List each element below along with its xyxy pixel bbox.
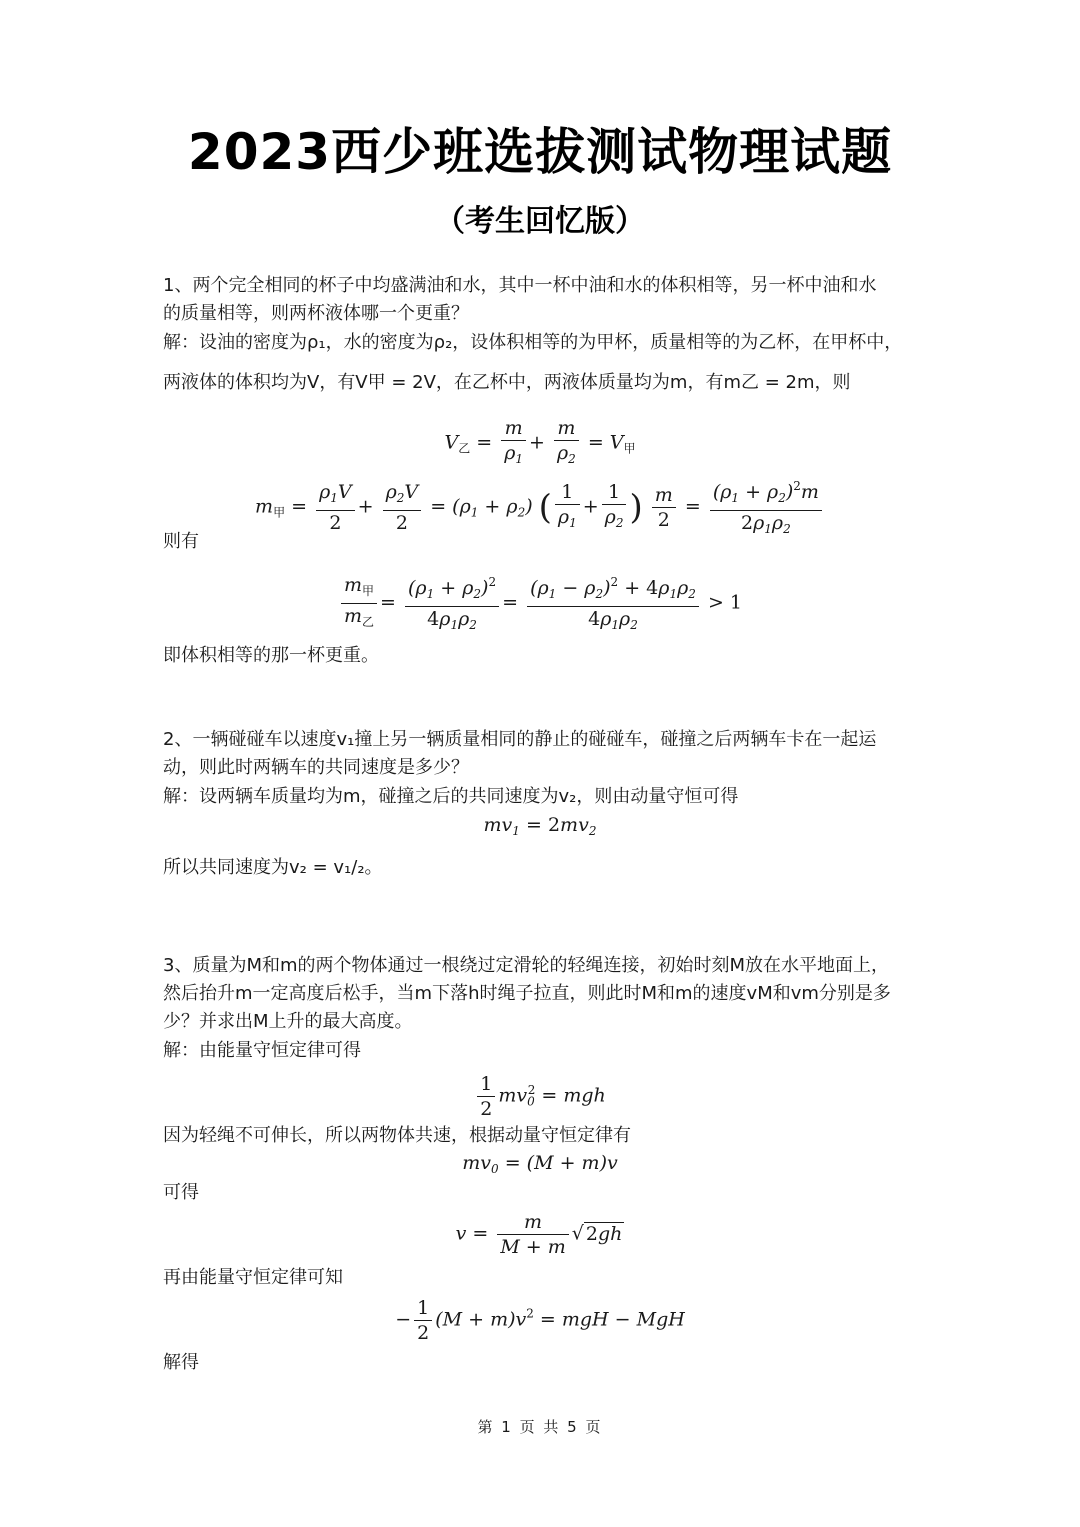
q3-solution-line-4: 再由能量守恒定律可知 bbox=[163, 1267, 343, 1288]
q3-solution-line-3: 可得 bbox=[163, 1182, 199, 1203]
q3-question-line-3: 少？并求出M上升的最大高度。 bbox=[163, 1011, 413, 1032]
q2-conclusion: 所以共同速度为v₂ = v₁/₂。 bbox=[163, 857, 383, 878]
q1-conclusion: 即体积相等的那一杯更重。 bbox=[163, 645, 379, 666]
q1-equation-mass: $m_甲$ = $\frac{\rho_1V}{2}$ + $\frac{\rho_2V}{2}$ = $(\rho_1 + \rho_2)$ ( $\frac{1}{\rho_1}$ + $\frac{1}{\rho_2}$ ) $\frac{m}{2}$ = $\frac{(\rho_1 + \rho_2)^2m}{2\rho_1\rho_2}$ bbox=[0, 474, 1080, 541]
q2-solution-line-1: 解：设两辆车质量均为m，碰撞之后的共同速度为v₂，则由动量守恒可得 bbox=[163, 786, 739, 807]
q3-question-line-2: 然后抬升m一定高度后松手，当m下落h时绳子拉直，则此时M和m的速度vM和vm分别是多 bbox=[163, 983, 891, 1004]
q2-question-line-2: 动，则此时两辆车的共同速度是多少？ bbox=[163, 757, 469, 778]
q1-then-text: 则有 bbox=[163, 531, 199, 552]
q2-equation-momentum: $mv_1 = 2mv_2$ bbox=[483, 814, 597, 838]
page-footer: 第 1 页 共 5 页 bbox=[477, 1418, 603, 1436]
page-title: 2023西少班选拔测试物理试题 bbox=[187, 123, 893, 181]
q1-equation-volume: $V_乙$ = $\frac{m}{\rho_1}$ + $\frac{m}{\rho_2}$ = $V_甲$ bbox=[444, 417, 636, 466]
q1-question-line-1: 1、两个完全相同的杯子中均盛满油和水，其中一杯中油和水的体积相等，另一杯中油和水 bbox=[163, 275, 877, 296]
q2-question-line-1: 2、一辆碰碰车以速度v₁撞上另一辆质量相同的静止的碰碰车，碰撞之后两辆车卡在一起运 bbox=[163, 729, 877, 750]
q3-equation-energy: $\frac{1}{2}$ $mv_0^2$ = mgh bbox=[0, 1072, 1080, 1121]
q3-equation-height: − $\frac{1}{2}$ $(M + m)v^2$ = mgH − MgH bbox=[395, 1297, 685, 1344]
q3-solution-line-1: 解：由能量守恒定律可得 bbox=[163, 1040, 361, 1061]
q3-equation-momentum: $mv_0 = (M + m)v$ bbox=[462, 1152, 618, 1176]
q1-solution-line-1: 解：设油的密度为ρ₁，水的密度为ρ₂，设体积相等的为甲杯，质量相等的为乙杯，在甲杯中， bbox=[163, 332, 903, 353]
q1-solution-line-2: 两液体的体积均为V，有V甲 = 2V，在乙杯中，两液体质量均为m，有m乙 = 2m，则 bbox=[163, 372, 851, 393]
q3-equation-velocity: v = $\frac{m}{M + m}$ √ 2gh bbox=[455, 1211, 623, 1258]
q3-question-line-1: 3、质量为M和m的两个物体通过一根绕过定滑轮的轻绳连接，初始时刻M放在水平地面上， bbox=[163, 955, 890, 976]
q3-solution-line-5: 解得 bbox=[163, 1352, 199, 1373]
q1-question-line-2: 的质量相等，则两杯液体哪一个更重？ bbox=[163, 303, 469, 324]
q3-solution-line-2: 因为轻绳不可伸长，所以两物体共速，根据动量守恒定律有 bbox=[163, 1125, 631, 1146]
q1-equation-ratio: $\frac{m_甲}{m_乙}$ = $\frac{(\rho_1 + \rho_2)^2}{4\rho_1\rho_2}$ = $\frac{(\rho_1 - \rho_2)^2 + 4\rho_1\rho_2}{4\rho_1\rho_2}$ > 1 bbox=[0, 570, 1080, 637]
page-subtitle: （考生回忆版） bbox=[435, 204, 645, 239]
